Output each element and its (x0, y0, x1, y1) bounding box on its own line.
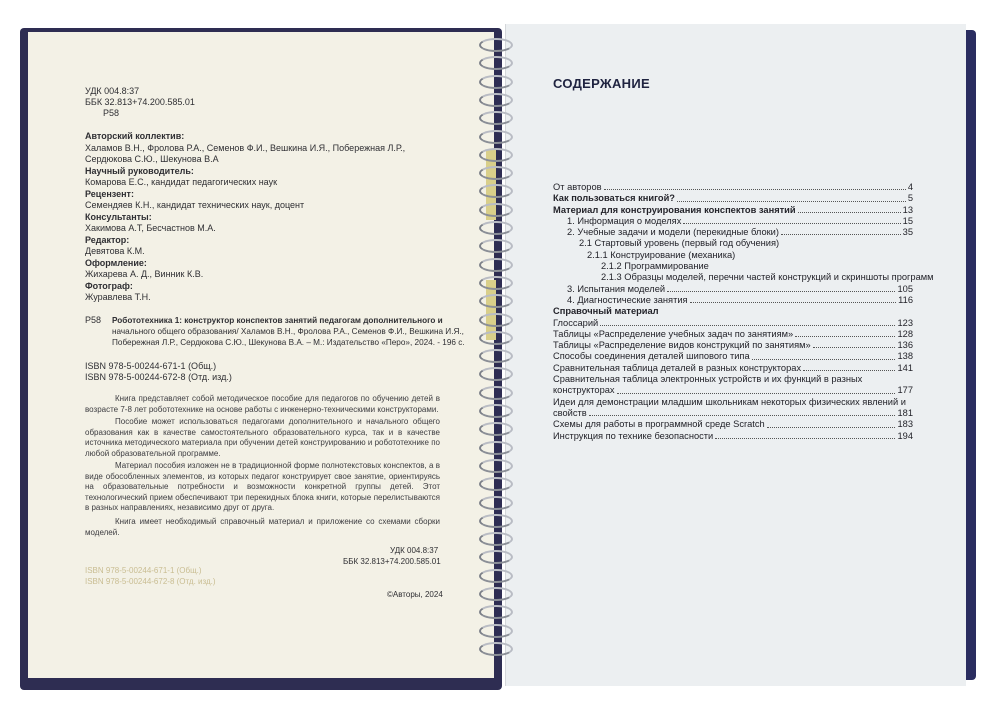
binding-ring (479, 258, 513, 272)
binding-ring (479, 56, 513, 70)
binding-ring (479, 532, 513, 546)
toc-entry-label: 2.1.2 Программирование (601, 261, 709, 272)
toc-entry-label: Таблицы «Распределение видов конструкций по занятиям» (553, 340, 811, 351)
toc-page-number: 181 (897, 407, 913, 418)
toc-entry-label: Сравнительная таблица деталей в разных конструкторах (553, 362, 802, 373)
binding-ring (479, 477, 513, 491)
author-mark: Р58 (103, 108, 120, 118)
toc-entry[interactable] (553, 408, 913, 419)
binding-ring (479, 459, 513, 473)
toc-entry-label: Схемы для работы в программной среде Scratch (553, 419, 765, 430)
toc-leader (589, 415, 896, 416)
biblio-line: Робототехника 1: конструктор конспектов занятий педагогам дополнительного и (112, 316, 443, 325)
toc-page-number: 123 (897, 317, 913, 328)
toc-leader (667, 291, 895, 292)
toc-entry[interactable] (553, 295, 913, 306)
annotation-paragraph: Книга представляет собой методическое пособие для педагогов по обучению детей в возрасте 7-8 лет робототехнике на основе работы с инженерно-техническими конструкторами. (85, 394, 440, 414)
design-heading: Оформление: (85, 258, 147, 268)
photo-heading: Фотограф: (85, 281, 133, 291)
binding-ring (479, 130, 513, 144)
toc-entry-label: 4. Диагностические занятия (567, 294, 688, 305)
binding-ring (479, 496, 513, 510)
binding-ring (479, 514, 513, 528)
toc-leader (683, 223, 900, 224)
toc-page-number: 141 (897, 362, 913, 373)
editor-name: Девятова К.М. (85, 246, 145, 256)
binding-ring (479, 624, 513, 638)
binding-ring (479, 422, 513, 436)
toc-entry-label: Способы соединения деталей шипового типа (553, 351, 750, 362)
binding-ring (479, 642, 513, 656)
biblio-line: начального общего образования/ Халамов В.Н., Фролова Р.А., Семенов Ф.И., Вешкина И.Я., (112, 327, 464, 336)
toc-leader (752, 359, 896, 360)
toc-leader (781, 234, 901, 235)
binding-ring (479, 386, 513, 400)
toc-entry-label: Инструкция по технике безопасности (553, 430, 714, 441)
toc-entry[interactable] (553, 306, 913, 317)
isbn: ISBN 978-5-00244-671-1 (Общ.) (85, 361, 217, 371)
toc-page-number: 136 (897, 340, 913, 351)
toc-entry[interactable] (553, 397, 913, 408)
binding-ring (479, 313, 513, 327)
annotation-paragraph: Пособие может использоваться педагогами дополнительного и начального общего образования как в качестве самостоятельного образовательного курса, так и в качестве источника методического материала при обучении детей конструированию и робототехнике по любой образовательной программе. (85, 417, 440, 458)
reviewer-heading: Рецензент: (85, 189, 134, 199)
toc-entry[interactable] (553, 318, 913, 329)
toc-entry-label: От авторов (553, 182, 602, 192)
design-names: Жихарева А. Д., Винник К.В. (85, 269, 204, 279)
consultants-names: Хакимова А.Т, Бесчастнов М.А. (85, 223, 216, 233)
toc-page-number: 35 (902, 227, 913, 238)
binding-ring (479, 184, 513, 198)
binding-ring (479, 166, 513, 180)
annotation-paragraph: Книга имеет необходимый справочный материал и приложение со схемами сборки моделей. (85, 517, 440, 537)
toc-entry-label: свойств (553, 407, 587, 418)
toc-entry[interactable] (553, 238, 913, 249)
toc-leader (677, 201, 906, 202)
toc-entry[interactable] (553, 250, 913, 261)
authors-line: Сердюкова С.Ю., Шекунова В.А (85, 154, 219, 164)
supervisor-name: Комарова Е.С., кандидат педагогических наук (85, 177, 278, 187)
toc-entry-label: 2.1.3 Образцы моделей, перечни частей конструкций и скриншоты программ (601, 272, 934, 283)
toc-page-number: 15 (902, 215, 913, 226)
toc-entry[interactable] (553, 363, 913, 374)
binding-ring (479, 294, 513, 308)
binding-ring (479, 587, 513, 601)
biblio-code: Р58 (85, 315, 102, 325)
binding-ring (479, 38, 513, 52)
toc-leader (715, 438, 895, 439)
toc-rows (553, 182, 934, 374)
biblio-line: Побережная Л.Р., Сердюкова С.Ю., Шекунова В.А. – М.: Издательство «Перо», 2024. - 196 с. (112, 338, 465, 347)
toc-entry[interactable] (553, 340, 913, 351)
supervisor-heading: Научный руководитель: (85, 166, 194, 176)
toc-entry[interactable] (553, 419, 913, 430)
toc-entry[interactable] (553, 431, 913, 442)
toc-entry-label: Таблицы «Распределение учебных задач по занятиям» (553, 328, 794, 339)
consultants-heading: Консультанты: (85, 212, 152, 222)
binding-ring (479, 367, 513, 381)
toc-page-number: 177 (897, 385, 913, 396)
binding-ring (479, 276, 513, 290)
toc-page-number: 105 (897, 283, 913, 294)
udk-bottom: УДК 004.8:37 (390, 546, 439, 555)
toc-page-number: 116 (898, 294, 913, 305)
contents-title: СОДЕРЖАНИЕ (553, 76, 650, 91)
annotation-paragraph: Материал пособия изложен не в традиционной форме полнотекстовых конспектов, а в виде обособленных элементов, из которых педагог конструирует свое занятие, ориентируясь на образовательные потребности и возможности конкретной группы детей. Этот технологический прием обеспечивают три перекидных блока книги, которые перелистываются в разных направлениях, независимо друг от друга. (85, 461, 440, 513)
toc-entry-label: 2.1.1 Конструирование (механика) (587, 249, 736, 260)
photo-name: Журавлева Т.Н. (85, 292, 151, 302)
toc-entry[interactable] (553, 351, 913, 362)
authors-heading: Авторский коллектив: (85, 131, 185, 141)
toc-entry[interactable] (553, 205, 913, 216)
toc-leader (690, 302, 897, 303)
toc-entry-label: Как пользоваться книгой? (553, 193, 675, 204)
toc-leader (617, 393, 896, 394)
toc-leader (604, 189, 906, 190)
binding-ring (479, 441, 513, 455)
toc-leader (767, 427, 896, 428)
toc-page-number: 194 (897, 430, 913, 441)
toc-entry-label: конструкторах (553, 385, 615, 396)
toc-page-number: 5 (907, 193, 913, 204)
toc-entry-label: Материал для конструирования конспектов занятий (553, 204, 796, 215)
bbk-bottom: ББК 32.813+74.200.585.01 (343, 557, 441, 566)
toc-entry-label: Идеи для демонстрации младшим школьникам некоторых физических явлений и (553, 396, 906, 407)
toc-page-number: 128 (897, 328, 913, 339)
toc-leader (795, 336, 895, 337)
binding-ring (479, 203, 513, 217)
toc-entry[interactable] (553, 261, 913, 272)
toc-entry-label: Справочный материал (553, 306, 659, 317)
authors-line: Халамов В.Н., Фролова Р.А., Семенов Ф.И., Вешкина И.Я., Побережная Л.Р., (85, 143, 406, 153)
toc-page-number: 183 (897, 419, 913, 430)
toc-leader (798, 212, 901, 213)
toc-leader (813, 347, 896, 348)
binding-ring (479, 404, 513, 418)
isbn-light: ISBN 978-5-00244-672-8 (Отд. изд.) (85, 577, 216, 586)
toc-page-number: 4 (907, 182, 913, 192)
toc-entry[interactable] (553, 193, 913, 204)
binding-ring (479, 111, 513, 125)
toc-page-number: 13 (902, 204, 913, 215)
binding-ring (479, 331, 513, 345)
toc-entry[interactable] (553, 329, 913, 340)
toc-entry[interactable] (553, 374, 913, 385)
toc-entry[interactable] (553, 182, 913, 193)
toc-page-number: 138 (897, 351, 913, 362)
toc-entry-label: 1. Информация о моделях (567, 215, 682, 226)
toc-leader (600, 325, 895, 326)
binding-ring (479, 569, 513, 583)
bbk-code: ББК 32.813+74.200.585.01 (85, 97, 195, 107)
binding-ring (479, 221, 513, 235)
copyright: ©Авторы, 2024 (387, 590, 443, 599)
toc-entry[interactable] (553, 272, 934, 283)
toc-entry-label: Глоссарий (553, 317, 599, 328)
toc-entry[interactable] (553, 385, 913, 396)
binding-ring (479, 148, 513, 162)
toc-entry[interactable] (553, 216, 913, 227)
isbn-light: ISBN 978-5-00244-671-1 (Общ.) (85, 566, 202, 575)
binding-ring (479, 239, 513, 253)
toc-leader (803, 370, 895, 371)
toc-entry[interactable] (553, 227, 913, 238)
toc-entry-label: 2. Учебные задачи и модели (перекидные блоки) (567, 227, 779, 238)
toc-entry-label: Сравнительная таблица электронных устройств и их функций в разных (553, 374, 863, 385)
isbn: ISBN 978-5-00244-672-8 (Отд. изд.) (85, 372, 232, 382)
udk-code: УДК 004.8:37 (85, 86, 140, 96)
binding-ring (479, 93, 513, 107)
toc-entry[interactable] (553, 284, 913, 295)
editor-heading: Редактор: (85, 235, 130, 245)
toc-entry-label: 3. Испытания моделей (567, 283, 666, 294)
binding-ring (479, 75, 513, 89)
reviewer-name: Семендяев К.Н., кандидат технических наук, доцент (85, 200, 305, 210)
binding-ring (479, 605, 513, 619)
table-of-contents (553, 182, 934, 442)
toc-entry-label: 2.1 Стартовый уровень (первый год обучения) (579, 238, 780, 249)
binding-ring (479, 349, 513, 363)
binding-ring (479, 550, 513, 564)
